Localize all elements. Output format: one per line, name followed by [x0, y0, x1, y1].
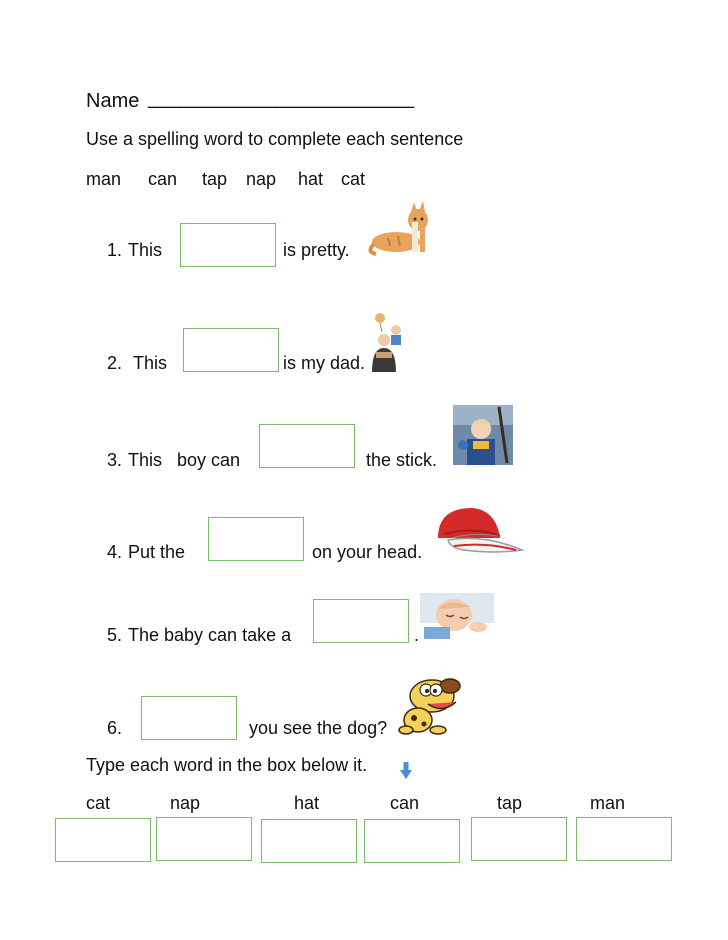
type-word-label-hat: hat [294, 793, 320, 813]
sentence-3-number: 3. [107, 450, 123, 470]
sentence-2-after: is my dad. [283, 353, 366, 373]
word-bank-can: can [148, 169, 178, 189]
sleeping-baby-picture [420, 593, 494, 639]
sentence-1-answer-box[interactable] [180, 223, 276, 267]
sentence-6-after: you see the dog? [249, 718, 388, 738]
boy-with-stick-picture [453, 405, 513, 465]
sentence-4-answer-box[interactable] [208, 517, 304, 561]
name-line[interactable]: _________________________ [148, 87, 414, 109]
type-word-box-nap[interactable] [156, 817, 252, 861]
sentence-5-number: 5. [107, 625, 123, 645]
sentence-4-after: on your head. [312, 542, 423, 562]
instruction-type-each: Type each word in the box below it. [86, 755, 368, 775]
red-cap-picture [434, 504, 526, 558]
sentence-1-number: 1. [107, 240, 123, 260]
type-word-box-hat[interactable] [261, 819, 357, 863]
cartoon-dog-picture [398, 674, 466, 736]
type-word-box-tap[interactable] [471, 817, 567, 861]
dad-with-child-picture [366, 310, 406, 372]
sentence-3-before: This boy can [128, 450, 241, 470]
sentence-2-before: This [133, 353, 168, 373]
type-word-label-can: can [390, 793, 420, 813]
sentence-1-after: is pretty. [283, 240, 350, 260]
arrow-down-icon [400, 762, 412, 780]
name-label: Name [86, 90, 140, 112]
type-word-label-nap: nap [170, 793, 201, 813]
sentence-3-after: the stick. [366, 450, 438, 470]
sentence-5-answer-box[interactable] [313, 599, 409, 643]
word-bank-hat: hat [298, 169, 324, 189]
sentence-4-number: 4. [107, 542, 123, 562]
type-word-label-man: man [590, 793, 626, 813]
sentence-2-number: 2. [107, 353, 123, 373]
sentence-5-before: The baby can take a [128, 625, 292, 645]
type-word-label-cat: cat [86, 793, 111, 813]
word-bank-man: man [86, 169, 122, 189]
sentence-6-number: 6. [107, 718, 123, 738]
sentence-2-answer-box[interactable] [183, 328, 279, 372]
type-word-label-tap: tap [497, 793, 523, 813]
type-word-box-can[interactable] [364, 819, 460, 863]
sentence-3-answer-box[interactable] [259, 424, 355, 468]
instruction-complete: Use a spelling word to complete each sentence [86, 129, 464, 149]
sentence-6-answer-box[interactable] [141, 696, 237, 740]
sentence-5-after: . [414, 625, 420, 645]
cat-picture [368, 200, 432, 258]
word-bank-cat: cat [341, 169, 366, 189]
type-word-box-cat[interactable] [55, 818, 151, 862]
type-word-box-man[interactable] [576, 817, 672, 861]
sentence-1-before: This [128, 240, 163, 260]
word-bank-tap: tap [202, 169, 228, 189]
sentence-4-before: Put the [128, 542, 186, 562]
word-bank-nap: nap [246, 169, 277, 189]
